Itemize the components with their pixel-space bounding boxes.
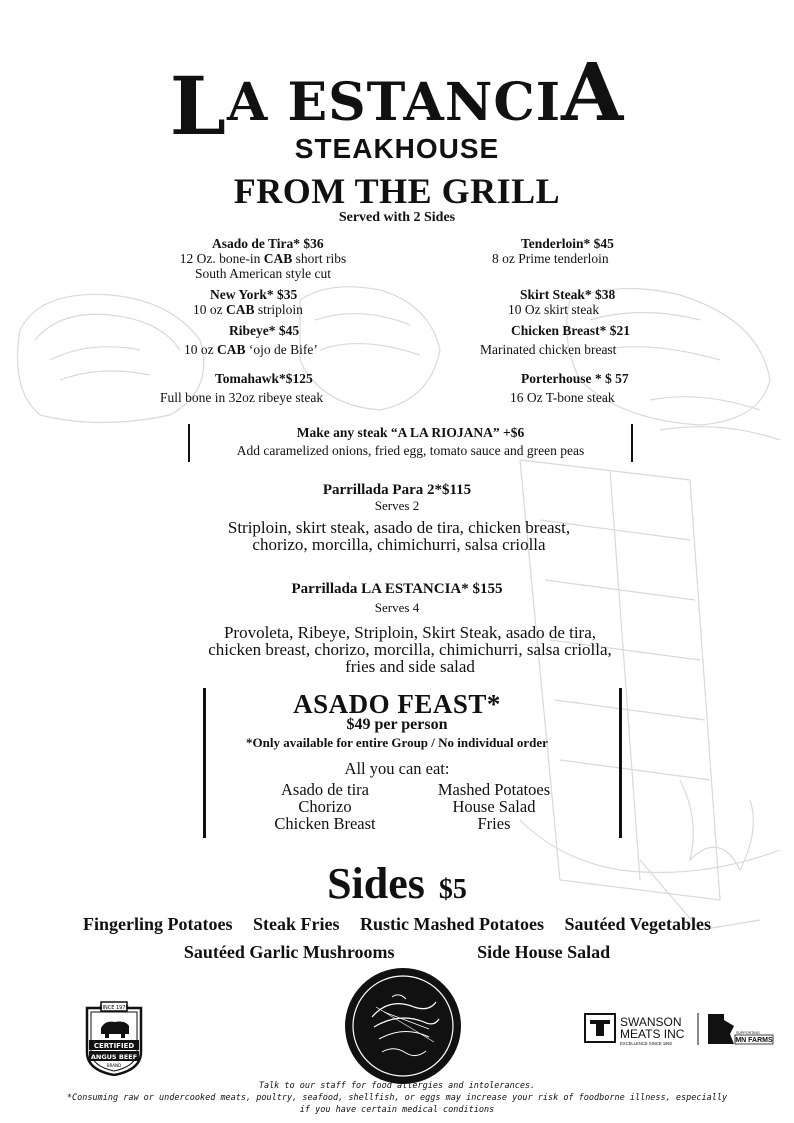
chef-signature-emblem [344, 967, 462, 1085]
restaurant-name-first-letter: L [169, 59, 228, 153]
mn-farms-label: MN FARMS [735, 1037, 773, 1044]
parrillada-estancia-serves: Serves 4 [374, 600, 420, 615]
restaurant-name-last-letter: A [561, 45, 625, 139]
sides-row-2 [0, 942, 794, 963]
sides-price: $5 [438, 874, 467, 905]
feast-item: House Salad [452, 797, 536, 816]
parrillada-2-title: Parrillada Para 2*$115 [322, 482, 472, 498]
menu-item-desc: 8 oz Prime tenderloin [492, 251, 609, 266]
side-item: Sautéed Garlic Mushrooms [183, 942, 395, 962]
swanson-tagline: EXCELLENCE SINCE 1962 [620, 1041, 673, 1046]
section-title: FROM THE GRILL [233, 171, 561, 211]
menu-item-desc: 10 oz CAB ‘ojo de Bife’ [184, 342, 318, 357]
menu-item-desc: 12 Oz. bone-in CAB short ribs [179, 251, 347, 266]
menu-item-name: Ribeye* $45 [229, 323, 300, 338]
menu-item-name: Tenderloin* $45 [521, 236, 614, 251]
parrillada-estancia-desc: Provoleta, Ribeye, Striploin, Skirt Steak, asado de tira, chicken breast, chorizo, morcilla, chimichurri, salsa criolla, fries and side salad [208, 623, 612, 676]
parrillada-2-serves: Serves 2 [374, 498, 420, 513]
side-item: Rustic Mashed Potatoes [359, 914, 544, 934]
section-note: Served with 2 Sides [338, 210, 456, 225]
feast-title: ASADO FEAST* [293, 689, 501, 719]
certified-angus-beef-logo [83, 1000, 145, 1076]
parrillada-estancia-title: Parrillada LA ESTANCIA* $155 [291, 581, 503, 597]
feast-item: Mashed Potatoes [437, 780, 551, 799]
parrillada-2-desc: Striploin, skirt steak, asado de tira, chicken breast, chorizo, morcilla, chimichurri, salsa criolla [227, 518, 571, 554]
footer-warning-line2: if you have certain medical conditions [299, 1105, 495, 1115]
feast-right-list [409, 781, 579, 832]
menu-item-desc: Full bone in 32oz ribeye steak [160, 390, 324, 405]
footer-allergy-note: Talk to our staff for food allergies and intolerances. [258, 1081, 536, 1091]
footer-warning-line1: *Consuming raw or undercooked meats, poultry, seafood, shellfish, or eggs may increase your risk of foodborne illness, especially [66, 1093, 728, 1103]
feast-note: *Only available for entire Group / No individual order [246, 735, 548, 750]
riojana-title: Make any steak “A LA RIOJANA” +$6 [296, 425, 525, 440]
cab-line1: CERTIFIED [93, 1042, 135, 1050]
swanson-meats-logo [584, 1010, 774, 1048]
cab-since-text: SINCE 1978 [99, 1005, 129, 1011]
feast-item: Asado de tira [281, 780, 369, 799]
restaurant-subtitle: STEAKHOUSE [294, 133, 500, 164]
feast-left-list [240, 781, 410, 832]
menu-item-name: Tomahawk*$125 [215, 371, 313, 386]
side-item: Fingerling Potatoes [83, 914, 233, 934]
mn-small-text: SUPPORTING [736, 1031, 760, 1035]
feast-item: Chorizo [298, 797, 352, 816]
restaurant-name-middle: A ESTANCI [227, 72, 562, 133]
menu-item-desc: 10 oz CAB striploin [193, 302, 303, 317]
menu-item-desc: Marinated chicken breast [480, 342, 617, 357]
feast-item: Chicken Breast [274, 814, 376, 833]
menu-item-name: Asado de Tira* $36 [212, 236, 324, 251]
riojana-desc: Add caramelized onions, fried egg, tomato sauce and green peas [236, 443, 585, 458]
cab-line2: ANGUS BEEF [90, 1053, 138, 1061]
swanson-line1: SWANSON [620, 1015, 682, 1029]
swanson-line2: MEATS INC [620, 1027, 685, 1041]
menu-item-name: Chicken Breast* $21 [511, 323, 631, 338]
feast-price: $49 per person [346, 716, 448, 733]
menu-item-name: Porterhouse * $ 57 [521, 371, 629, 386]
sides-heading [0, 858, 794, 909]
menu-item-name: New York* $35 [210, 287, 298, 302]
menu-item-desc: South American style cut [194, 266, 332, 281]
cab-brand: BRAND [106, 1063, 122, 1068]
menu-item-name: Skirt Steak* $38 [520, 287, 616, 302]
feast-item: Fries [477, 814, 511, 833]
sides-row-1 [0, 914, 794, 935]
menu-item-desc: 16 Oz T-bone steak [510, 390, 615, 405]
side-item: Sautéed Vegetables [564, 914, 711, 934]
side-item: Steak Fries [253, 914, 340, 934]
side-item: Side House Salad [477, 942, 611, 962]
sides-title: Sides [327, 859, 425, 908]
feast-intro: All you can eat: [344, 759, 450, 778]
menu-item-desc: 10 Oz skirt steak [508, 302, 600, 317]
